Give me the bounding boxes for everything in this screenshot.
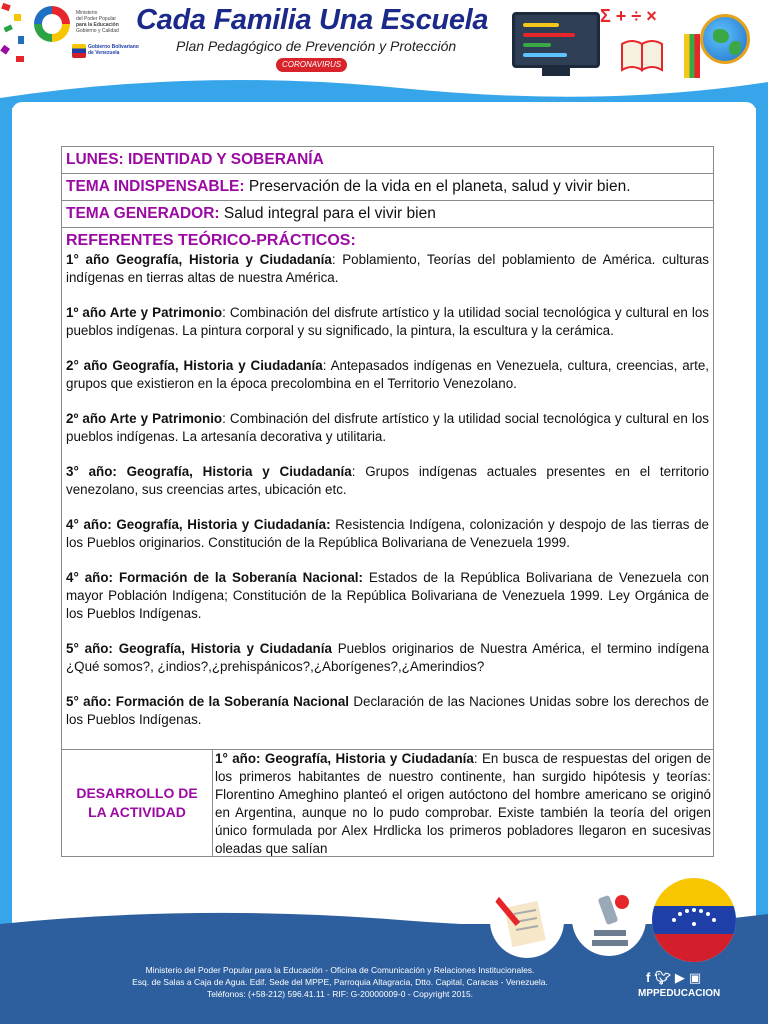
social-links	[646, 970, 736, 986]
writing-notebook-icon	[490, 884, 564, 958]
footer-line: Teléfonos: (+58-212) 596.41.11 - RIF: G-20000009-0 - Copyright 2015.	[206, 989, 474, 999]
campaign-subtitle: Plan Pedagógico de Prevención y Protección	[176, 38, 457, 54]
lesson-table	[61, 146, 714, 857]
lunes-row	[62, 147, 713, 174]
referente-item	[66, 304, 709, 340]
ministry-line: para la Educación	[76, 22, 119, 28]
desarrollo-body: : En busca de respuestas del origen de los primeros habitantes de nuestro continente, han surgido hipótesis y teorías: Florentino Ameghino planteó el origen autóctono del hombre americano se originó en Argentina, aunque no lo pudo comprobar. Existe también la teoría del origen único formulada por Alex Hrdlicka los primeros pobladores llegaron en sucesivas oleadas que salían	[215, 751, 711, 856]
referentes-title: REFERENTES TEÓRICO-PRÁCTICOS:	[66, 232, 356, 249]
tema-generador-value: Salud integral para el vivir bien	[219, 205, 436, 222]
social-handle: MPPEDUCACION	[638, 988, 721, 999]
desarrollo-row	[62, 750, 713, 857]
referentes-row	[62, 228, 713, 750]
referente-subject: 4° año: Formación de la Soberanía Nacional:	[66, 570, 363, 585]
tema-indispensable-value: Preservación de la vida en el planeta, salud y vivir bien.	[244, 178, 631, 195]
ministry-line: Ministerio	[76, 10, 98, 16]
twitter-icon[interactable]: 🐦︎	[654, 970, 675, 985]
referente-text: Estados de la República Bolivariana de Venezuela con mayor Población Indígena; Constitución de la República Bolivariana de Venezuela 1999. Ley Orgánica de los Pueblos Indígenas.	[66, 570, 710, 621]
frame-right	[756, 100, 768, 930]
referente-item	[66, 410, 709, 446]
desarrollo-label: DESARROLLO DE LA ACTIVIDAD	[62, 750, 213, 856]
referente-subject: 5° año: Geografía, Historia y Ciudadanía	[66, 641, 332, 656]
referente-item	[66, 569, 709, 623]
ministry-line: Gobierno y Calidad	[76, 28, 119, 34]
desarrollo-text	[213, 750, 713, 856]
tema-indispensable-label: TEMA INDISPENSABLE:	[66, 178, 245, 195]
tema-generador-row	[62, 201, 713, 228]
frame-left	[0, 100, 12, 930]
youtube-icon[interactable]: ▶	[674, 970, 689, 985]
page-header	[0, 0, 768, 108]
venezuela-flag-icon	[72, 44, 86, 58]
lunes-heading: LUNES: IDENTIDAD Y SOBERANÍA	[66, 151, 324, 168]
referente-item	[66, 516, 709, 552]
venezuela-flag-emblem-icon	[652, 878, 736, 962]
globe-icon	[700, 14, 750, 64]
referente-subject: 2° año Geografía, Historia y Ciudadanía	[66, 358, 323, 373]
footer-line: Ministerio del Poder Popular para la Educación - Oficina de Comunicación y Relaciones Institucionales.	[145, 965, 535, 975]
referente-item	[66, 693, 709, 729]
tema-indispensable-row	[62, 174, 713, 201]
coronavirus-badge: CORONAVIRUS	[276, 58, 347, 72]
tema-generador-label: TEMA GENERADOR:	[66, 205, 220, 222]
bolivariano-label: Gobierno Bolivariano de Venezuela	[88, 44, 139, 56]
referente-text: : Combinación del disfrute artístico y la utilidad social tecnológica y cultural en los pueblos indígenas. La pintura corporal y su significado, la pintura, la escultura y la cerámica.	[66, 305, 709, 338]
referente-item	[66, 357, 709, 393]
ministry-text	[76, 10, 138, 34]
referente-text: Resistencia Indígena, colonización y despojo de las tierras de los Pueblos originarios. Constitución de la República Bolivariana de Venezuela 1999.	[66, 517, 709, 550]
referente-text: : Poblamiento, Teorías del poblamiento de América. culturas indígenas en tierras altas de nuestra América.	[66, 252, 709, 285]
referente-text: : Antepasados indígenas en Venezuela, cultura, creencias, arte, grupos que existieron en la época precolombina en el Territorio Venezolano.	[66, 358, 709, 391]
referente-text: : Combinación del disfrute artístico y la utilidad social tecnológica y cultural en los pueblos indígenas. La artesanía decorativa y utilitaria.	[66, 411, 709, 444]
referente-text: Declaración de las Naciones Unidas sobre los derechos de los Pueblos Indígenas.	[66, 694, 709, 727]
math-symbols-icon: Σ + ÷ ×	[600, 6, 657, 26]
ministry-logo-icon	[34, 6, 70, 42]
facebook-icon[interactable]: f	[646, 970, 655, 985]
referente-subject: 3° año: Geografía, Historia y Ciudadanía	[66, 464, 352, 479]
referente-subject: 1º año Arte y Patrimonio	[66, 305, 223, 320]
referente-item	[66, 251, 709, 287]
footer-line: Esq. de Salas a Caja de Agua. Edif. Sede del MPPE, Parroquia Altagracia, Dtto. Capital, Caracas - Venezuela.	[132, 977, 548, 987]
desarrollo-subject: 1° año: Geografía, Historia y Ciudadanía	[215, 751, 474, 766]
referente-subject: 1° año Geografía, Historia y Ciudadanía	[66, 252, 332, 267]
campaign-title: Cada Familia Una Escuela	[136, 4, 489, 36]
referente-item	[66, 640, 709, 676]
referente-item	[66, 463, 709, 499]
ministry-line: del Poder Popular	[76, 16, 117, 22]
referente-text: Pueblos originarios de Nuestra América, el termino indígena ¿Qué somos?, ¿indios?,¿prehispánicos?,¿Aborígenes?,¿Amerindios?	[66, 641, 709, 674]
referente-subject: 2º año Arte y Patrimonio	[66, 411, 223, 426]
referente-subject: 4° año: Geografía, Historia y Ciudadanía:	[66, 517, 331, 532]
microscope-icon	[572, 882, 646, 956]
referente-subject: 5° año: Formación de la Soberanía Nacional	[66, 694, 349, 709]
footer-info	[90, 964, 590, 1000]
referente-text: : Grupos indígenas actuales presentes en el territorio venezolano, sus creencias artes, ubicación etc.	[66, 464, 710, 497]
instagram-icon[interactable]: ▣	[688, 970, 706, 985]
page-footer	[0, 924, 768, 1024]
